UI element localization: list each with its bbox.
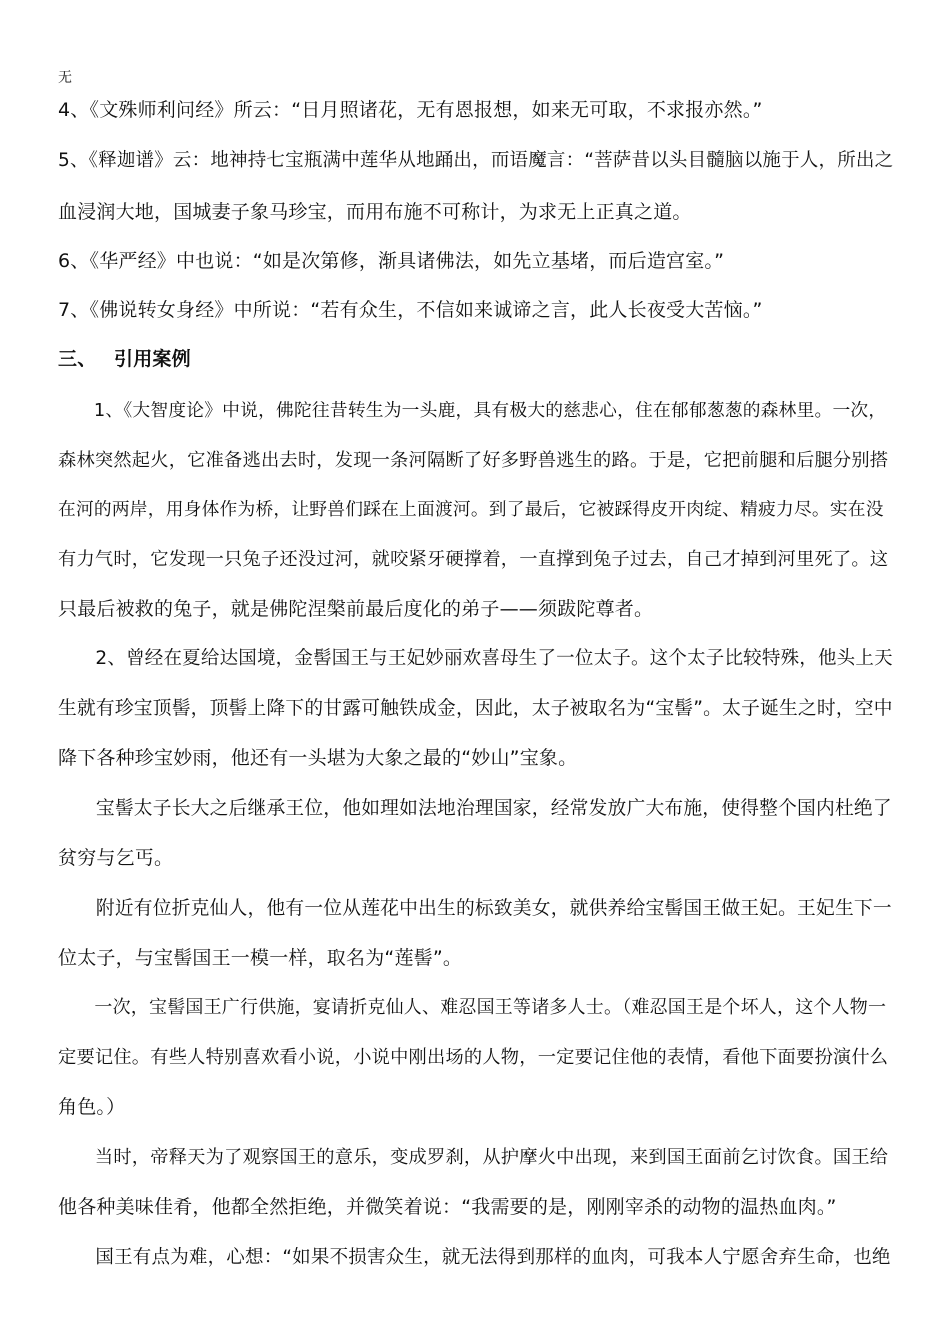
quote-line: 7、《佛说转女身经》中所说：“若有众生，不信如来诚谛之言，此人长夜受大苦恼。”	[58, 299, 763, 321]
body-line: 当时，帝释天为了观察国王的意乐，变成罗刹，从护摩火中出现，来到国王面前乞讨饮食。国王给	[58, 1147, 889, 1168]
quote-line: 5、《释迦谱》云：地神持七宝瓶满中莲华从地踊出，而语魔言：“菩萨昔以头目髓脑以施于人，所出之	[58, 150, 894, 171]
body-line: 有力气时，它发现一只兔子还没过河，就咬紧牙硬撑着，一直撑到兔子过去，自己才掉到河里死了。这	[58, 549, 889, 570]
body-line: 降下各种珍宝妙雨，他还有一头堪为大象之最的“妙山”宝象。	[58, 747, 578, 769]
body-line: 森林突然起火，它准备逃出去时，发现一条河隔断了好多野兽逃生的路。于是，它把前腿和后腿分别搭	[58, 450, 889, 471]
body-line: 国王有点为难，心想：“如果不损害众生，就无法得到那样的血肉，可我本人宁愿舍弃生命，也绝	[58, 1247, 891, 1268]
top-fragment: 无	[58, 70, 73, 86]
body-line: 在河的两岸，用身体作为桥，让野兽们踩在上面渡河。到了最后，它被踩得皮开肉绽、精疲力尽。实在没	[58, 500, 884, 520]
body-line: 2、曾经在夏给达国境，金髻国王与王妃妙丽欢喜母生了一位太子。这个太子比较特殊，他头上天	[58, 648, 893, 669]
body-line: 附近有位折克仙人，他有一位从莲花中出生的标致美女，就供养给宝髻国王做王妃。王妃生下一	[58, 898, 892, 919]
section-heading	[58, 347, 894, 371]
quote-line: 6、《华严经》中也说：“如是次第修，渐具诸佛法，如先立基堵，而后造宫室。”	[58, 250, 725, 272]
body-line: 他各种美味佳肴，他都全然拒绝，并微笑着说：“我需要的是，刚刚宰杀的动物的温热血肉。”	[58, 1196, 837, 1218]
body-line: 角色。）	[58, 1096, 126, 1118]
quote-line: 血浸润大地，国城妻子象马珍宝，而用布施不可称计，为求无上正真之道。	[58, 201, 692, 223]
body-line: 一次，宝髻国王广行供施，宴请折克仙人、难忍国王等诸多人士。（难忍国王是个坏人，这个人物一	[58, 997, 887, 1018]
body-line: 宝髻太子长大之后继承王位，他如理如法地治理国家，经常发放广大布施，使得整个国内杜绝了	[58, 798, 892, 819]
body-line: 生就有珍宝顶髻，顶髻上降下的甘露可触铁成金，因此，太子被取名为“宝髻”。太子诞生之时，空中	[58, 698, 893, 719]
body-line: 位太子，与宝髻国王一模一样，取名为“莲髻”。	[58, 947, 463, 969]
body-line: 1、《大智度论》中说，佛陀往昔转生为一头鹿，具有极大的慈悲心，住在郁郁葱葱的森林里。一次，	[58, 401, 887, 421]
section-number: 三、	[58, 348, 97, 370]
section-title: 引用案例	[114, 348, 191, 370]
quote-line: 4、《文殊师利问经》所云：“日月照诸花，无有恩报想，如来无可取，不求报亦然。”	[58, 99, 763, 121]
body-line: 只最后被救的兔子，就是佛陀涅槃前最后度化的弟子——须跋陀尊者。	[58, 598, 654, 620]
body-line: 贫穷与乞丐。	[58, 847, 174, 869]
body-line: 定要记住。有些人特别喜欢看小说，小说中刚出场的人物，一定要记住他的表情，看他下面要扮演什么	[58, 1047, 889, 1068]
